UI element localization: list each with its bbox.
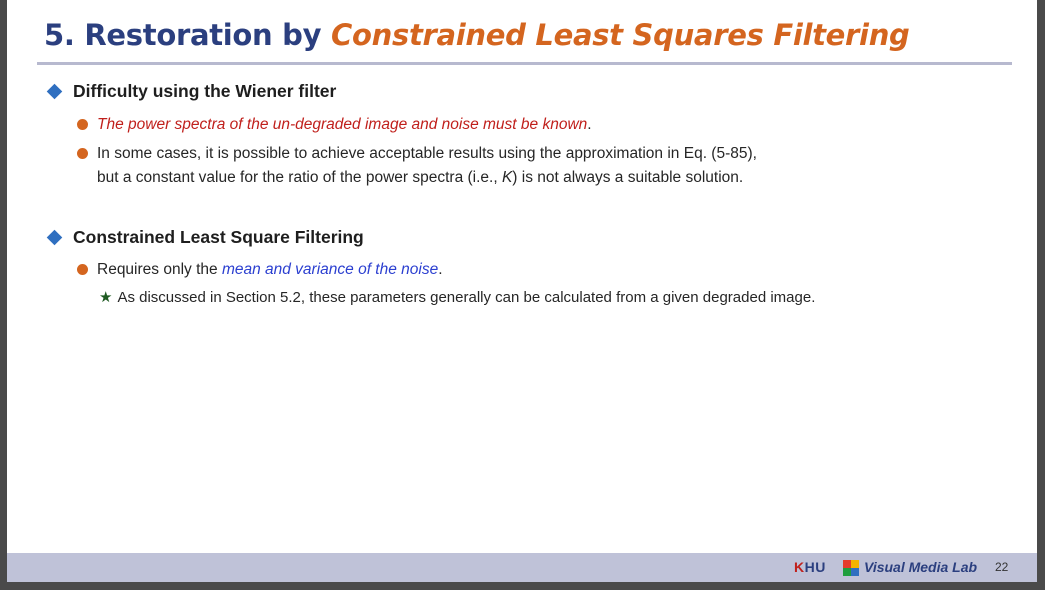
title-divider — [37, 62, 1012, 65]
circle-bullet-icon — [77, 119, 88, 130]
bullet-item-requires — [77, 258, 443, 282]
circle-bullet-icon — [77, 264, 88, 275]
sub-note-text: As discussed in Section 5.2, these parameters generally can be calculated from a given degraded image. — [117, 289, 816, 306]
bullet-line-1: In some cases, it is possible to achieve acceptable results using the approximation in Eq. (5-85), — [97, 145, 757, 162]
bullet-line-2-a: but a constant value for the ratio of the power spectra (i.e., — [97, 169, 502, 186]
bullet-tail: . — [438, 261, 443, 278]
lab-name: Visual Media Lab — [864, 559, 978, 575]
section-heading-text: Constrained Least Square Filtering — [73, 227, 364, 247]
title-prefix: 5. Restoration by — [44, 18, 332, 52]
khu-logo: KHU — [794, 559, 826, 575]
section-heading-text: Difficulty using the Wiener filter — [73, 81, 337, 101]
bullet-line-2-b: ) is not always a suitable solution. — [512, 169, 744, 186]
footer-bar — [7, 553, 1037, 582]
bullet-item-approximation — [77, 142, 757, 190]
bullet-tail: . — [587, 116, 592, 133]
bullet-item-power-spectra — [77, 113, 592, 137]
emphasis-text: The power spectra of the un-degraded image and noise must be known — [97, 116, 588, 133]
variable-k: K — [501, 169, 513, 186]
diamond-bullet-icon — [47, 84, 63, 100]
bullet-lead: Requires only the — [97, 261, 222, 278]
bullet-line-2 — [77, 169, 743, 186]
slide-title — [44, 18, 910, 52]
diamond-bullet-icon — [47, 230, 63, 246]
slide — [7, 0, 1037, 582]
star-icon: ★ — [99, 289, 113, 306]
page-number: 22 — [995, 560, 1009, 574]
title-highlight: Constrained Least Squares Filtering — [331, 18, 910, 52]
circle-bullet-icon — [77, 148, 88, 159]
sub-note — [99, 288, 815, 306]
section-heading-constrained — [45, 227, 364, 248]
visual-media-lab-logo-icon — [843, 560, 859, 576]
emphasis-text: mean and variance of the noise — [221, 261, 439, 278]
section-heading-wiener — [45, 81, 336, 102]
